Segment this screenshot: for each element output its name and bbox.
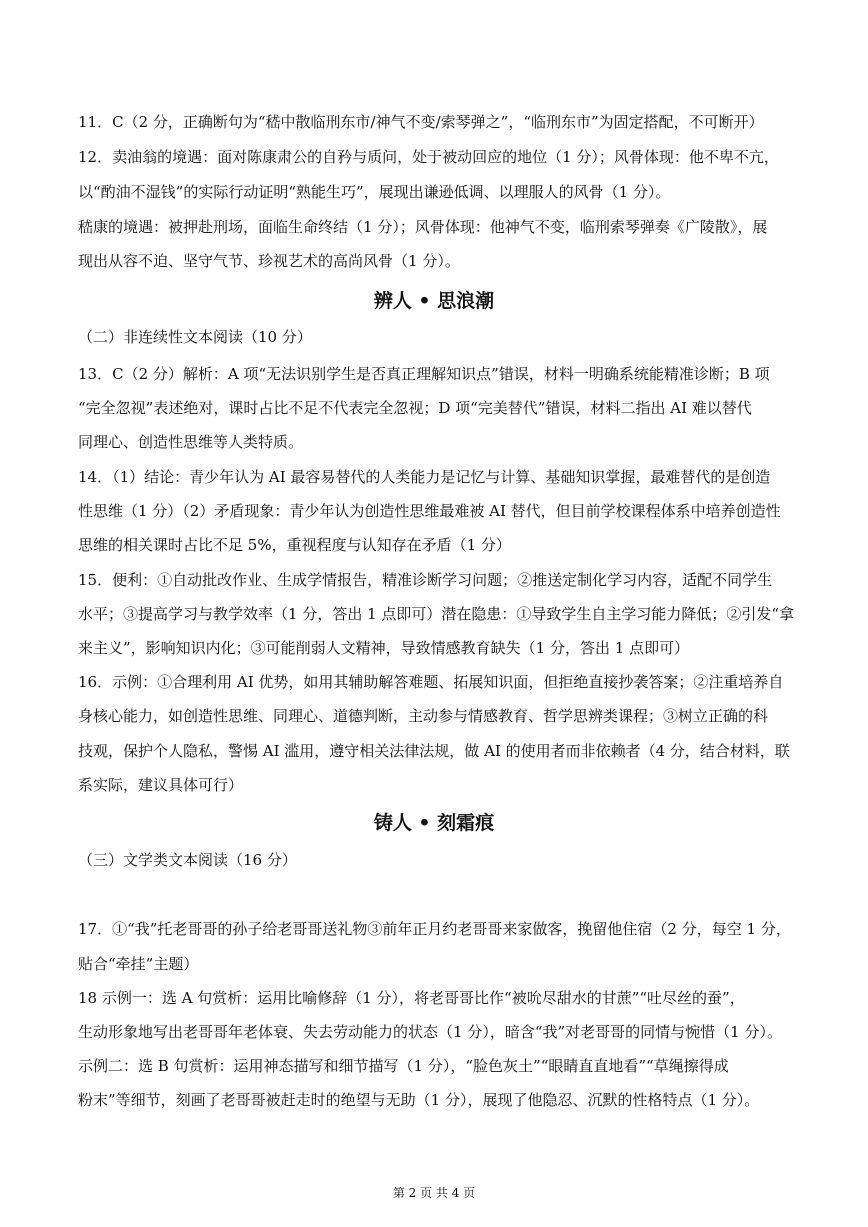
answer-line: 思维的相关课时占比不足 5%，重视程度与认知存在矛盾（1 分）: [78, 536, 511, 554]
answer-line: 11．C（2 分，正确断句为“嵇中散临刑东市/神气不变/索琴弹之”，“临刑东市”为固定搭配，不可断开）: [78, 113, 764, 131]
section-subtitle: （三）文学类文本阅读（16 分）: [78, 851, 297, 869]
answer-line: 水平；③提高学习与教学效率（1 分，答出 1 点即可）潜在隐患：①导致学生自主学习能力降低；②引发“拿: [78, 605, 795, 623]
answer-line: 现出从容不迫、坚守气节、珍视艺术的高尚风骨（1 分）。: [78, 252, 460, 270]
answer-line: 技观，保护个人隐私，警惕 AI 滥用，遵守相关法律法规，做 AI 的使用者而非依赖者（4 分，结合材料，联: [78, 742, 790, 760]
answer-line: 13．C（2 分）解析：A 项“无法识别学生是否真正理解知识点”错误，材料一明确系统能精准诊断；B 项: [78, 365, 770, 383]
answer-line: 生动形象地写出老哥哥年老体衰、失去劳动能力的状态（1 分），暗含“我”对老哥哥的同情与惋惜（1 分）。: [78, 1023, 782, 1041]
answer-line: 性思维（1 分）（2）矛盾现象：青少年认为创造性思维最难被 AI 替代，但目前学校课程体系中培养创造性: [78, 502, 781, 520]
answer-line: 15．便利：①自动批改作业、生成学情报告，精准诊断学习问题；②推送定制化学习内容，适配不同学生: [78, 571, 773, 589]
answer-line: 贴合“牵挂”主题）: [78, 955, 199, 973]
answer-line: 系实际，建议具体可行）: [78, 776, 244, 794]
answer-line: 嵇康的境遇：被押赴刑场，面临生命终结（1 分）；风骨体现：他神气不变，临刑索琴弹奏《广陵散》，展: [78, 218, 768, 236]
answer-line: “完全忽视”表述绝对，课时占比不足不代表完全忽视；D 项“完美替代”错误，材料二指出 AI 难以替代: [78, 399, 752, 417]
answer-line: 粉末”等细节，刻画了老哥哥被赶走时的绝望与无助（1 分），展现了他隐忍、沉默的性格特点（1 分）。: [78, 1091, 760, 1109]
answer-line: 18 示例一：选 A 句赏析：运用比喻修辞（1 分），将老哥哥比作“被吮尽甜水的甘蔗”“吐尽丝的蚕”，: [78, 989, 745, 1007]
page-number: 第 2 页 共 4 页: [392, 1186, 476, 1200]
answer-line: 同理心、创造性思维等人类特质。: [78, 433, 304, 451]
section-heading: 辨人 • 思浪潮: [373, 290, 495, 312]
answer-line: 14．（1）结论：青少年认为 AI 最容易替代的人类能力是记忆与计算、基础知识掌握，最难替代的是创造: [78, 468, 771, 486]
section-subtitle: （二）非连续性文本阅读（10 分）: [78, 328, 312, 346]
section-heading: 铸人 • 刻霜痕: [373, 812, 495, 834]
answer-line: 来主义”，影响知识内化；③可能削弱人文精神，导致情感教育缺失（1 分，答出 1 点即可）: [78, 639, 690, 657]
answer-line: 16．示例：①合理利用 AI 优势，如用其辅助解答难题、拓展知识面，但拒绝直接抄袭答案；②注重培养自: [78, 673, 784, 691]
answer-line: 以“酌油不湿钱”的实际行动证明“熟能生巧”，展现出谦逊低调、以理服人的风骨（1 分）。: [78, 183, 671, 201]
answer-line: 12．卖油翁的境遇：面对陈康肃公的自矜与质问，处于被动回应的地位（1 分）；风骨体现：他不卑不亢，: [78, 148, 779, 166]
answer-line: 示例二：选 B 句赏析：运用神态描写和细节描写（1 分），“脸色灰土”“眼睛直直地看”“草绳擦得成: [78, 1057, 729, 1075]
answer-line: 17．①“我”托老哥哥的孙子给老哥哥送礼物③前年正月约老哥哥来家做客，挽留他住宿（2 分，每空 1 分，: [78, 920, 791, 938]
answer-line: 身核心能力，如创造性思维、同理心、道德判断，主动参与情感教育、哲学思辨类课程；③树立正确的科: [78, 707, 769, 725]
